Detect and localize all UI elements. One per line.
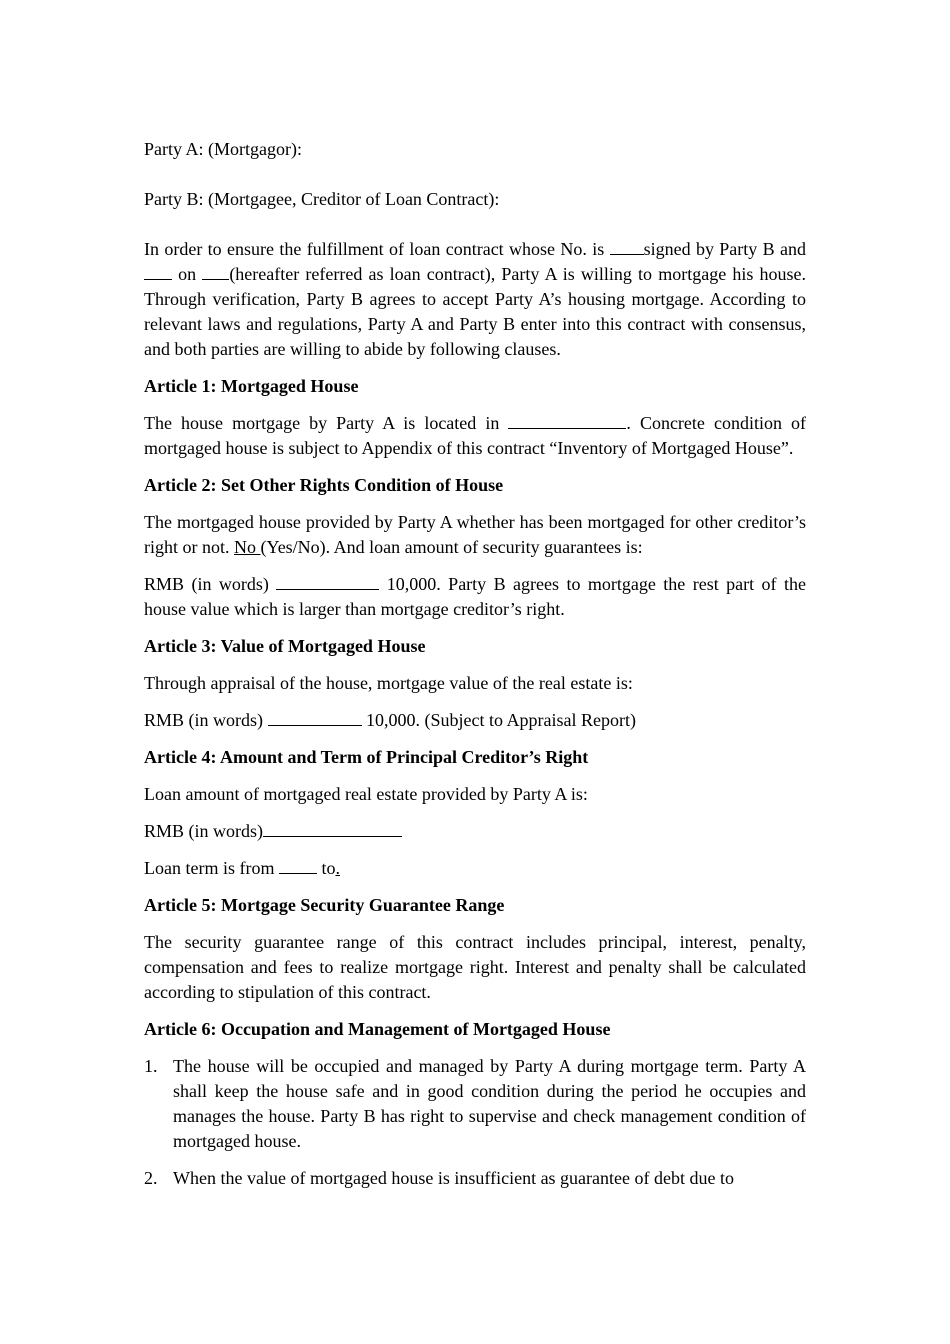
article-5-heading: Article 5: Mortgage Security Guarantee Range — [144, 895, 505, 915]
list-item: 1. The house will be occupied and managed by Party A during mortgage term. Party A shall keep the house safe and in good condition during the period he occupies and manages the house. Party B has right to supervise and check management condition of mortgaged house. — [144, 1056, 806, 1151]
article-2-paragraph-1: The mortgaged house provided by Party A whether has been mortgaged for other creditor’s right or not. No (Yes/No). And loan amount of security guarantees is: — [144, 512, 806, 557]
contract-no-blank — [610, 238, 644, 255]
date-blank — [202, 263, 229, 280]
party-a-line: Party A: (Mortgagor): — [144, 139, 302, 159]
article-2-paragraph-2: RMB (in words) 10,000. Party B agrees to mortgage the rest part of the house value which is larger than mortgage creditor’s right. — [144, 574, 806, 619]
document-page — [144, 137, 806, 1203]
article-1-heading: Article 1: Mortgaged House — [144, 376, 359, 396]
article-3-paragraph-1: Through appraisal of the house, mortgage value of the real estate is: — [144, 673, 633, 693]
article-4-paragraph-1: Loan amount of mortgaged real estate provided by Party A is: — [144, 784, 588, 804]
article-4-heading: Article 4: Amount and Term of Principal Creditor’s Right — [144, 747, 589, 767]
loan-amount-blank — [263, 820, 402, 837]
article-1-paragraph: The house mortgage by Party A is located in . Concrete condition of mortgaged house is subject to Appendix of this contract “Inventory of Mortgaged House”. — [144, 413, 806, 458]
party-b-line: Party B: (Mortgagee, Creditor of Loan Contract): — [144, 189, 500, 209]
amount-words-blank — [276, 573, 379, 590]
intro-paragraph: In order to ensure the fulfillment of loan contract whose No. is signed by Party B and on (hereafter referred as loan contract), Party A is willing to mortgage his house. Through verification, Party B agrees to accept Party A’s housing mortgage. According to relevant laws and regulations, Party A and Party B enter into this contract with consensus, and both parties are willing to abide by following clauses. — [144, 239, 806, 359]
article-6-heading: Article 6: Occupation and Management of Mortgaged House — [144, 1019, 611, 1039]
party-blank — [144, 263, 172, 280]
article-4-paragraph-2: RMB (in words) — [144, 819, 806, 844]
article-2-heading: Article 2: Set Other Rights Condition of House — [144, 475, 504, 495]
article-3-heading: Article 3: Value of Mortgaged House — [144, 636, 426, 656]
article-6-list — [144, 1054, 806, 1191]
location-blank — [508, 412, 626, 429]
no-answer: No — [234, 537, 261, 557]
term-end-blank: . — [335, 858, 340, 878]
article-4-term: Loan term is from to. — [144, 856, 806, 881]
term-start-blank — [279, 857, 317, 874]
list-item: 2. When the value of mortgaged house is insufficient as guarantee of debt due to — [144, 1168, 734, 1188]
article-3-paragraph-2: RMB (in words) 10,000. (Subject to Appraisal Report) — [144, 710, 636, 730]
article-5-paragraph: The security guarantee range of this contract includes principal, interest, penalty, compensation and fees to realize mortgage right. Interest and penalty shall be calculated according to stipulation of this contract. — [144, 932, 806, 1002]
value-words-blank — [268, 709, 362, 726]
